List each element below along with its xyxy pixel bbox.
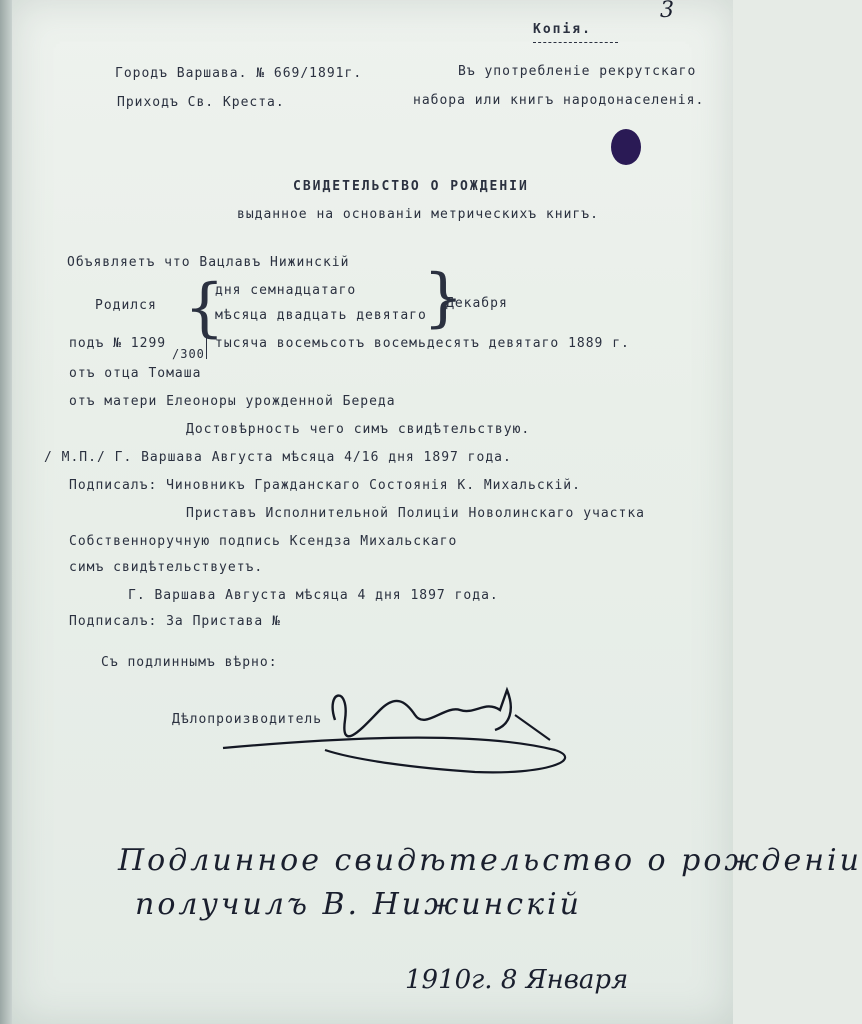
copy-underline bbox=[533, 42, 618, 43]
born-label: Родился bbox=[95, 298, 157, 313]
copy-label: Копія. bbox=[533, 22, 592, 37]
signed-bailiff-line: Подписалъ: За Пристава № bbox=[69, 614, 281, 629]
vertical-rule bbox=[206, 335, 208, 359]
certify-line: Достовѣрность чего симъ свидѣтельствую. bbox=[186, 422, 531, 437]
certifies-line: симъ свидѣтельствуетъ. bbox=[69, 560, 264, 575]
right-brace: } bbox=[423, 261, 464, 335]
clerk-title: Дѣлопроизводитель bbox=[172, 712, 323, 727]
receipt-line-2: получилъ В. Нижинскій bbox=[135, 887, 582, 922]
bailiff-line: Приставъ Исполнительной Полиціи Новолинскаго участка bbox=[186, 506, 645, 521]
city-line: Городъ Варшава. № 669/1891г. bbox=[115, 66, 363, 81]
receipt-date: 1910г. 8 Января bbox=[405, 965, 629, 995]
left-brace: { bbox=[184, 271, 225, 345]
true-copy-line: Съ подлиннымъ вѣрно: bbox=[101, 655, 278, 670]
birth-month: Декабря bbox=[446, 296, 508, 311]
birth-year-line: тысяча восемьсотъ восемьдесятъ девятаго 1889 г. bbox=[215, 336, 630, 351]
record-number: подъ № 1299 bbox=[69, 336, 167, 351]
father-line: отъ отца Томаша bbox=[69, 366, 202, 381]
mother-line: отъ матери Елеоноры урожденной Береда bbox=[69, 394, 396, 409]
ink-stamp-dot bbox=[611, 129, 641, 165]
declaration-line: Объявляетъ что Вацлавъ Нижинскій bbox=[67, 255, 350, 270]
born-day: дня семнадцатаго bbox=[215, 283, 357, 298]
purpose-line-2: набора или книгъ народонаселенія. bbox=[413, 93, 705, 108]
purpose-line-1: Въ употребленіе рекрутскаго bbox=[458, 64, 697, 79]
born-month-day: мѣсяца двадцать девятаго bbox=[215, 308, 427, 323]
page-edge bbox=[0, 0, 12, 1024]
clerk-signature bbox=[215, 680, 595, 780]
signed-official-line: Подписалъ: Чиновникъ Гражданскаго Состоянія К. Михальскій. bbox=[69, 478, 581, 493]
certificate-title: СВИДЕТЕЛЬСТВО О РОЖДЕНІИ bbox=[293, 179, 529, 194]
seal-date-line: / М.П./ Г. Варшава Августа мѣсяца 4/16 дня 1897 года. bbox=[44, 450, 512, 465]
parish-line: Приходъ Св. Креста. bbox=[117, 95, 285, 110]
record-fraction: /300 bbox=[172, 347, 205, 361]
page-number: 3 bbox=[660, 0, 674, 23]
certificate-subtitle: выданное на основаніи метрическихъ книгъ. bbox=[237, 207, 599, 222]
second-date-line: Г. Варшава Августа мѣсяца 4 дня 1897 года. bbox=[128, 588, 499, 603]
receipt-line-1: Подлинное свидѣтельство о рожденіи bbox=[118, 843, 862, 878]
own-signature-line: Собственноручную подпись Ксендза Михальскаго bbox=[69, 534, 458, 549]
